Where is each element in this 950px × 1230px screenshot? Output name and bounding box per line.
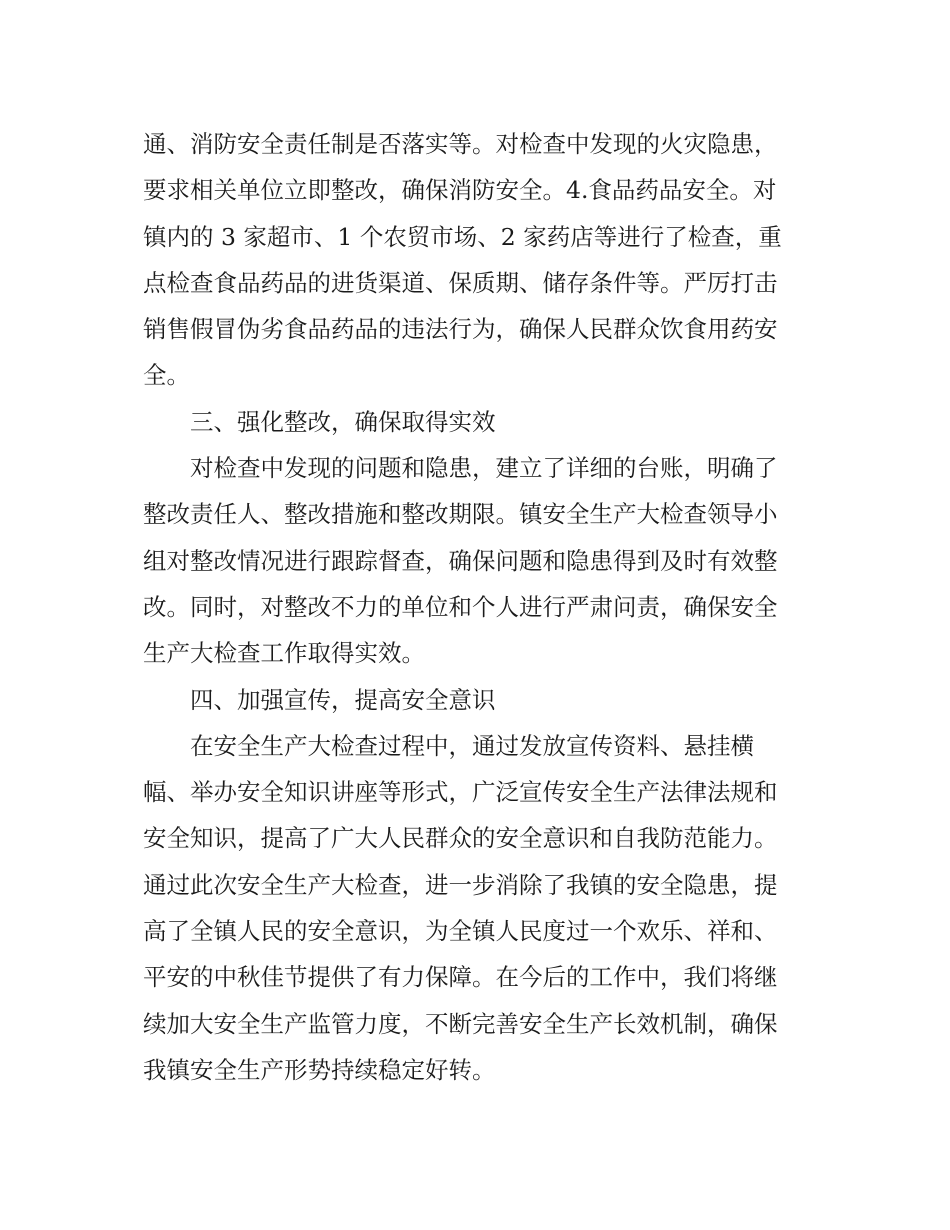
text-line: 镇内的 3 家超市、1 个农贸市场、2 家药店等进行了检查，重 — [143, 222, 782, 251]
paragraph-rectification — [143, 445, 813, 676]
text-line: 组对整改情况进行跟踪督查，确保问题和隐患得到及时有效整 — [143, 546, 778, 575]
text-line: 改。同时，对整改不力的单位和个人进行严肃问责，确保安全 — [143, 592, 778, 621]
text-line: 全。 — [143, 361, 190, 390]
text-line: 续加大安全生产监管力度，不断完善安全生产长效机制，确保 — [143, 1009, 778, 1038]
text-line: 高了全镇人民的安全意识，为全镇人民度过一个欢乐、祥和、 — [143, 917, 778, 946]
text-line: 整改责任人、整改措施和整改期限。镇安全生产大检查领导小 — [143, 500, 778, 529]
section-heading-publicity: 四、加强宣传，提高安全意识 — [190, 685, 496, 714]
section-heading-rectification: 三、强化整改，确保取得实效 — [190, 407, 496, 436]
text-line: 对检查中发现的问题和隐患，建立了详细的台账，明确了 — [190, 454, 778, 483]
text-line: 要求相关单位立即整改，确保消防安全。4.食品药品安全。对 — [143, 176, 777, 205]
text-line: 生产大检查工作取得实效。 — [143, 639, 425, 668]
document-page — [143, 121, 813, 1093]
text-line: 销售假冒伪劣食品药品的违法行为，确保人民群众饮食用药安 — [143, 315, 778, 344]
text-line: 安全知识，提高了广大人民群众的安全意识和自我防范能力。 — [143, 824, 778, 853]
text-line: 我镇安全生产形势持续稳定好转。 — [143, 1055, 496, 1084]
paragraph-fire-food-safety — [143, 121, 813, 399]
text-line: 在安全生产大检查过程中，通过发放宣传资料、悬挂横 — [190, 731, 754, 760]
paragraph-publicity — [143, 723, 813, 1093]
text-line: 平安的中秋佳节提供了有力保障。在今后的工作中，我们将继 — [143, 963, 778, 992]
text-line: 幅、举办安全知识讲座等形式，广泛宣传安全生产法律法规和 — [143, 778, 778, 807]
text-line: 通过此次安全生产大检查，进一步消除了我镇的安全隐患，提 — [143, 870, 778, 899]
text-line: 通、消防安全责任制是否落实等。对检查中发现的火灾隐患， — [143, 130, 778, 158]
text-line: 点检查食品药品的进货渠道、保质期、储存条件等。严厉打击 — [143, 268, 778, 297]
